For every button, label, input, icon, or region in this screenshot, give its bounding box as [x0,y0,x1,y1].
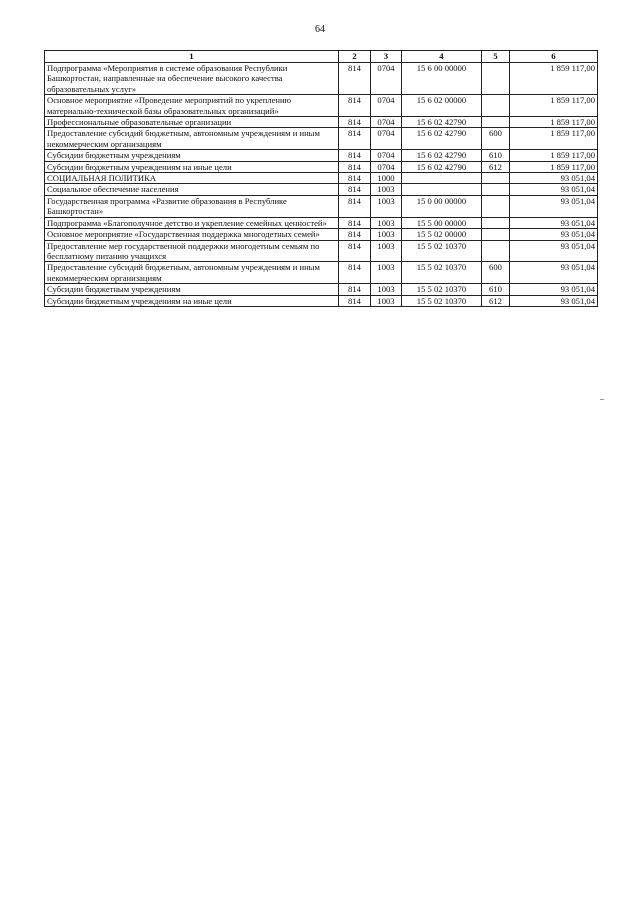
cell-name: Предоставление мер государственной поддержки многодетным семьям по бесплатному питанию учащихся [45,240,339,262]
header-row [45,51,598,63]
cell-amount: 93 051,04 [510,184,598,195]
cell-amount: 1 859 117,00 [510,128,598,150]
cell-type [482,117,510,128]
cell-ministry: 814 [339,284,371,295]
cell-target: 15 6 02 42790 [402,150,482,161]
cell-ministry: 814 [339,295,371,306]
cell-ministry: 814 [339,173,371,184]
cell-section: 0704 [371,95,402,117]
header-cell: 2 [339,51,371,63]
cell-name: Основное мероприятие «Проведение мероприятий по укреплению материально-технической базы образовательных организаций» [45,95,339,117]
cell-amount: 1 859 117,00 [510,117,598,128]
header-cell: 6 [510,51,598,63]
table-row [45,150,598,161]
cell-amount: 93 051,04 [510,173,598,184]
cell-target: 15 5 00 00000 [402,217,482,228]
table-row [45,161,598,172]
cell-ministry: 814 [339,240,371,262]
cell-target: 15 6 02 42790 [402,128,482,150]
cell-ministry: 814 [339,229,371,240]
cell-ministry: 814 [339,63,371,95]
cell-amount: 93 051,04 [510,240,598,262]
header-cell: 1 [45,51,339,63]
cell-target: 15 6 02 00000 [402,95,482,117]
cell-target: 15 0 00 00000 [402,195,482,217]
cell-amount: 1 859 117,00 [510,63,598,95]
cell-name: Основное мероприятие «Государственная поддержка многодетных семей» [45,229,339,240]
cell-type [482,240,510,262]
cell-name: СОЦИАЛЬНАЯ ПОЛИТИКА [45,173,339,184]
budget-table [44,50,598,307]
cell-name: Субсидии бюджетным учреждениям на иные цели [45,295,339,306]
header-cell: 3 [371,51,402,63]
table-row [45,117,598,128]
cell-name: Подпрограмма «Благополучное детство и укрепление семейных ценностей» [45,217,339,228]
cell-section: 1003 [371,284,402,295]
table-row [45,295,598,306]
cell-target [402,173,482,184]
cell-amount: 1 859 117,00 [510,95,598,117]
page-number: 64 [315,24,325,35]
cell-target: 15 5 02 10370 [402,295,482,306]
cell-section: 1003 [371,262,402,284]
table-row [45,63,598,95]
cell-type [482,95,510,117]
cell-type [482,184,510,195]
cell-section: 0704 [371,128,402,150]
cell-amount: 93 051,04 [510,195,598,217]
cell-ministry: 814 [339,262,371,284]
header-cell: 4 [402,51,482,63]
cell-name: Предоставление субсидий бюджетным, автономным учреждениям и иным некоммерческим организациям [45,262,339,284]
cell-section: 1003 [371,240,402,262]
cell-type [482,217,510,228]
cell-type [482,173,510,184]
cell-ministry: 814 [339,128,371,150]
cell-section: 0704 [371,150,402,161]
table-row [45,173,598,184]
cell-section: 0704 [371,161,402,172]
cell-section: 1000 [371,173,402,184]
scan-mark [600,399,604,400]
cell-ministry: 814 [339,161,371,172]
table-row [45,217,598,228]
cell-type: 600 [482,262,510,284]
cell-amount: 93 051,04 [510,295,598,306]
cell-amount: 93 051,04 [510,284,598,295]
cell-type: 600 [482,128,510,150]
cell-amount: 93 051,04 [510,229,598,240]
cell-type [482,63,510,95]
table-row [45,95,598,117]
cell-amount: 1 859 117,00 [510,161,598,172]
cell-target: 15 5 02 10370 [402,240,482,262]
cell-ministry: 814 [339,184,371,195]
cell-section: 1003 [371,195,402,217]
cell-section: 1003 [371,184,402,195]
cell-section: 0704 [371,117,402,128]
cell-section: 1003 [371,229,402,240]
cell-target: 15 5 02 10370 [402,262,482,284]
cell-name: Субсидии бюджетным учреждениям [45,150,339,161]
cell-section: 0704 [371,63,402,95]
cell-ministry: 814 [339,150,371,161]
table-row [45,128,598,150]
cell-target: 15 5 02 00000 [402,229,482,240]
cell-section: 1003 [371,217,402,228]
table-row [45,229,598,240]
cell-type [482,195,510,217]
header-cell: 5 [482,51,510,63]
table-row [45,184,598,195]
table-row [45,240,598,262]
cell-amount: 1 859 117,00 [510,150,598,161]
cell-target: 15 6 02 42790 [402,161,482,172]
cell-ministry: 814 [339,195,371,217]
cell-name: Субсидии бюджетным учреждениям на иные цели [45,161,339,172]
cell-target: 15 6 00 00000 [402,63,482,95]
table-row [45,284,598,295]
cell-ministry: 814 [339,117,371,128]
cell-name: Субсидии бюджетным учреждениям [45,284,339,295]
cell-name: Подпрограмма «Мероприятия в системе образования Республики Башкортостан, направленные на обеспечение высокого качества образовательных услуг» [45,63,339,95]
cell-type [482,229,510,240]
cell-name: Профессиональные образовательные организации [45,117,339,128]
cell-section: 1003 [371,295,402,306]
cell-target [402,184,482,195]
cell-name: Государственная программа «Развитие образования в Республике Башкортостан» [45,195,339,217]
cell-type: 610 [482,150,510,161]
cell-ministry: 814 [339,217,371,228]
table-row [45,262,598,284]
cell-type: 610 [482,284,510,295]
cell-name: Предоставление субсидий бюджетным, автономным учреждениям и иным некоммерческим организациям [45,128,339,150]
cell-amount: 93 051,04 [510,262,598,284]
table-row [45,195,598,217]
cell-amount: 93 051,04 [510,217,598,228]
cell-type: 612 [482,161,510,172]
cell-ministry: 814 [339,95,371,117]
cell-target: 15 5 02 10370 [402,284,482,295]
cell-name: Социальное обеспечение населения [45,184,339,195]
cell-target: 15 6 02 42790 [402,117,482,128]
cell-type: 612 [482,295,510,306]
